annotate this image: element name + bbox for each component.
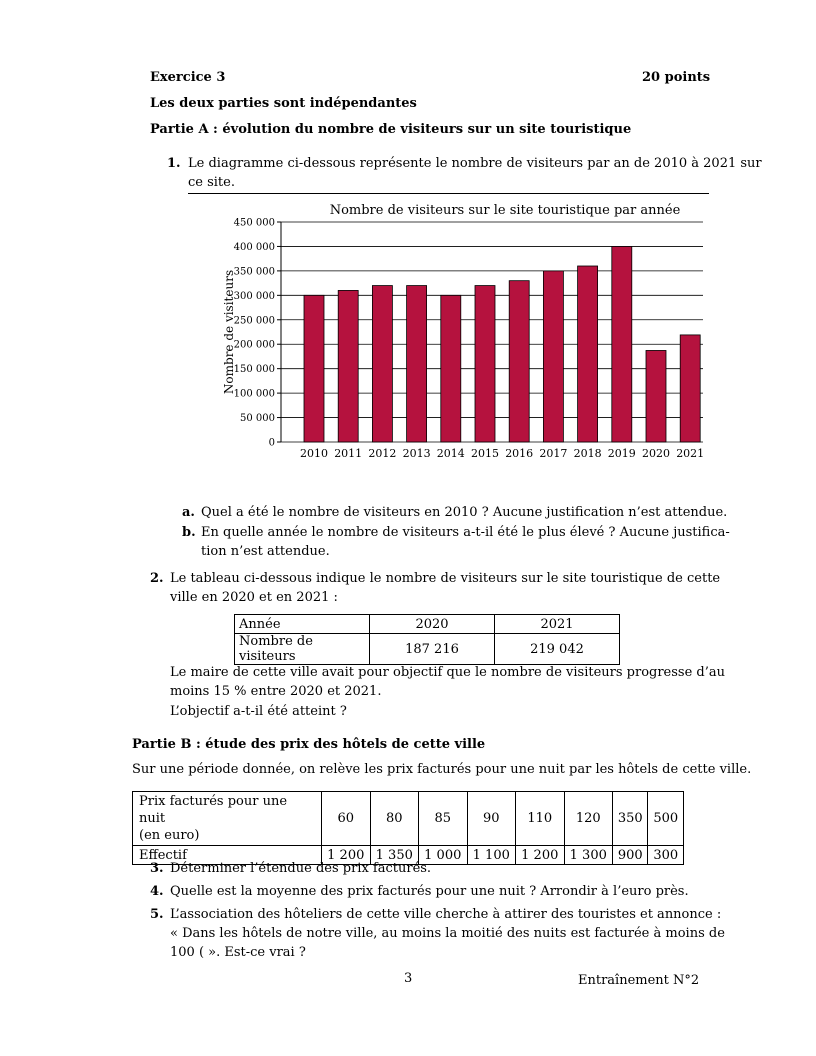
chart-bar-2013 bbox=[407, 286, 427, 442]
count-cell: 1 200 bbox=[322, 846, 371, 865]
chart-y-tick-label: 200 000 bbox=[233, 339, 275, 351]
price-cell: 85 bbox=[419, 792, 468, 846]
prices-row-label bbox=[133, 792, 322, 846]
q1a-label: a. bbox=[182, 505, 195, 520]
chart-x-tick-label: 2016 bbox=[505, 447, 534, 460]
chart-x-tick-label: 2020 bbox=[642, 447, 670, 460]
chart-y-tick-label: 50 000 bbox=[240, 413, 275, 425]
table-header-label: Année bbox=[235, 615, 370, 634]
q1-underline bbox=[188, 193, 709, 194]
chart-title: Nombre de visiteurs sur le site touristique par année bbox=[329, 203, 681, 218]
chart-y-tick-label: 350 000 bbox=[233, 266, 275, 278]
table-row-label: Nombre de visiteurs bbox=[235, 634, 370, 665]
q2-after-line1: Le maire de cette ville avait pour objectif que le nombre de visiteurs progresse d’au bbox=[170, 665, 725, 680]
chart-y-tick-label: 100 000 bbox=[233, 388, 275, 400]
count-cell: 1 100 bbox=[467, 846, 516, 865]
price-cell: 80 bbox=[370, 792, 419, 846]
chart-y-tick-label: 400 000 bbox=[233, 241, 275, 253]
price-cell: 350 bbox=[613, 792, 648, 846]
q1b-text-line2: tion n’est attendue. bbox=[201, 544, 330, 559]
prices-table bbox=[132, 791, 684, 865]
chart-y-tick-label: 450 000 bbox=[233, 217, 275, 229]
q2-after-line3: L’objectif a-t-il été atteint ? bbox=[170, 704, 347, 719]
chart-bar-2012 bbox=[372, 286, 392, 442]
visitors-table bbox=[234, 614, 620, 665]
chart-x-tick-label: 2015 bbox=[471, 447, 499, 460]
part-b-title: Partie B : étude des prix des hôtels de cette ville bbox=[132, 737, 486, 752]
footer-label: Entraînement N°2 bbox=[578, 973, 700, 988]
table-value-2021: 219 042 bbox=[495, 634, 620, 665]
chart-bar-2021 bbox=[680, 335, 700, 442]
chart-x-tick-label: 2021 bbox=[676, 447, 705, 460]
q5-text-line2: « Dans les hôtels de notre ville, au moins la moitié des nuits est facturée à moins de bbox=[170, 926, 725, 941]
table-year-2021: 2021 bbox=[495, 615, 620, 634]
price-cell: 120 bbox=[564, 792, 613, 846]
chart-y-tick-label: 250 000 bbox=[233, 315, 275, 327]
q2-text-line2: ville en 2020 et en 2021 : bbox=[170, 590, 338, 605]
chart-y-tick-label: 0 bbox=[268, 437, 275, 449]
chart-x-tick-label: 2011 bbox=[334, 447, 363, 460]
intro-text: Les deux parties sont indépendantes bbox=[150, 96, 417, 111]
q5-text-line3: 100 ( ». Est-ce vrai ? bbox=[170, 945, 306, 960]
chart-bar-2011 bbox=[338, 290, 358, 442]
chart-bar-2018 bbox=[578, 266, 598, 442]
q2-number: 2. bbox=[150, 571, 164, 586]
table-value-2020: 187 216 bbox=[370, 634, 495, 665]
price-cell: 110 bbox=[516, 792, 565, 846]
chart-x-tick-label: 2012 bbox=[368, 447, 397, 460]
table-row bbox=[133, 792, 684, 846]
count-cell: 1 300 bbox=[564, 846, 613, 865]
chart-x-tick-label: 2019 bbox=[607, 447, 636, 460]
q4-number: 4. bbox=[150, 884, 164, 899]
count-cell: 1 000 bbox=[419, 846, 468, 865]
q2-text-line1: Le tableau ci-dessous indique le nombre de visiteurs sur le site touristique de cette bbox=[170, 571, 721, 586]
q1-text-line1: Le diagramme ci-dessous représente le nombre de visiteurs par an de 2010 à 2021 sur bbox=[188, 156, 762, 171]
chart-bar-2020 bbox=[646, 350, 666, 442]
chart-bar-2017 bbox=[543, 271, 563, 442]
q5-text-line1: L’association des hôteliers de cette ville cherche à attirer des touristes et annonce : bbox=[170, 907, 722, 922]
chart-bar-2019 bbox=[612, 246, 632, 442]
exercise-title: Exercice 3 bbox=[150, 70, 226, 85]
chart-y-ticks bbox=[234, 218, 281, 449]
q5-number: 5. bbox=[150, 907, 164, 922]
price-cell: 90 bbox=[467, 792, 516, 846]
chart-x-tick-label: 2014 bbox=[436, 447, 465, 460]
q4-text: Quelle est la moyenne des prix facturés pour une nuit ? Arrondir à l’euro près. bbox=[170, 884, 689, 899]
prices-label-line1: Prix facturés pour une nuit bbox=[139, 794, 288, 826]
q3-number: 3. bbox=[150, 861, 164, 876]
part-b-intro: Sur une période donnée, on relève les prix facturés pour une nuit par les hôtels de cette ville. bbox=[132, 762, 752, 777]
chart-bar-2014 bbox=[441, 295, 461, 442]
chart-x-tick-label: 2010 bbox=[300, 447, 328, 460]
q1-text-line2: ce site. bbox=[188, 175, 235, 190]
q1b-text-line1: En quelle année le nombre de visiteurs a-t-il été le plus élevé ? Aucune justifica- bbox=[201, 525, 730, 540]
chart-x-tick-label: 2018 bbox=[573, 447, 602, 460]
chart-x-tick-label: 2017 bbox=[539, 447, 568, 460]
price-cell: 60 bbox=[322, 792, 371, 846]
q1-number: 1. bbox=[167, 156, 181, 171]
chart-x-ticks bbox=[300, 447, 704, 460]
part-a-title: Partie A : évolution du nombre de visiteurs sur un site touristique bbox=[150, 122, 632, 137]
table-row bbox=[235, 615, 620, 634]
chart-y-tick-label: 300 000 bbox=[233, 290, 275, 302]
points-label: 20 points bbox=[642, 70, 711, 85]
table-year-2020: 2020 bbox=[370, 615, 495, 634]
q3-text: Déterminer l’étendue des prix facturés. bbox=[170, 861, 432, 876]
chart-bar-2010 bbox=[304, 295, 324, 442]
table-row bbox=[235, 634, 620, 665]
visitors-bar-chart bbox=[215, 198, 715, 463]
q1a-text: Quel a été le nombre de visiteurs en 2010 ? Aucune justification n’est attendue. bbox=[201, 505, 728, 520]
count-cell: 1 350 bbox=[370, 846, 419, 865]
q1b-label: b. bbox=[182, 525, 196, 540]
chart-x-tick-label: 2013 bbox=[402, 447, 431, 460]
q2-after-line2: moins 15 % entre 2020 et 2021. bbox=[170, 684, 382, 699]
counts-row-label: Effectif bbox=[133, 846, 322, 865]
chart-y-tick-label: 150 000 bbox=[233, 364, 275, 376]
count-cell: 900 bbox=[613, 846, 648, 865]
prices-label-line2: (en euro) bbox=[139, 828, 200, 843]
chart-bar-2016 bbox=[509, 281, 529, 442]
count-cell: 300 bbox=[648, 846, 684, 865]
price-cell: 500 bbox=[648, 792, 684, 846]
page-number: 3 bbox=[404, 971, 413, 986]
chart-bar-2015 bbox=[475, 286, 495, 442]
chart-y-axis-label: Nombre de visiteurs bbox=[222, 269, 236, 395]
count-cell: 1 200 bbox=[516, 846, 565, 865]
